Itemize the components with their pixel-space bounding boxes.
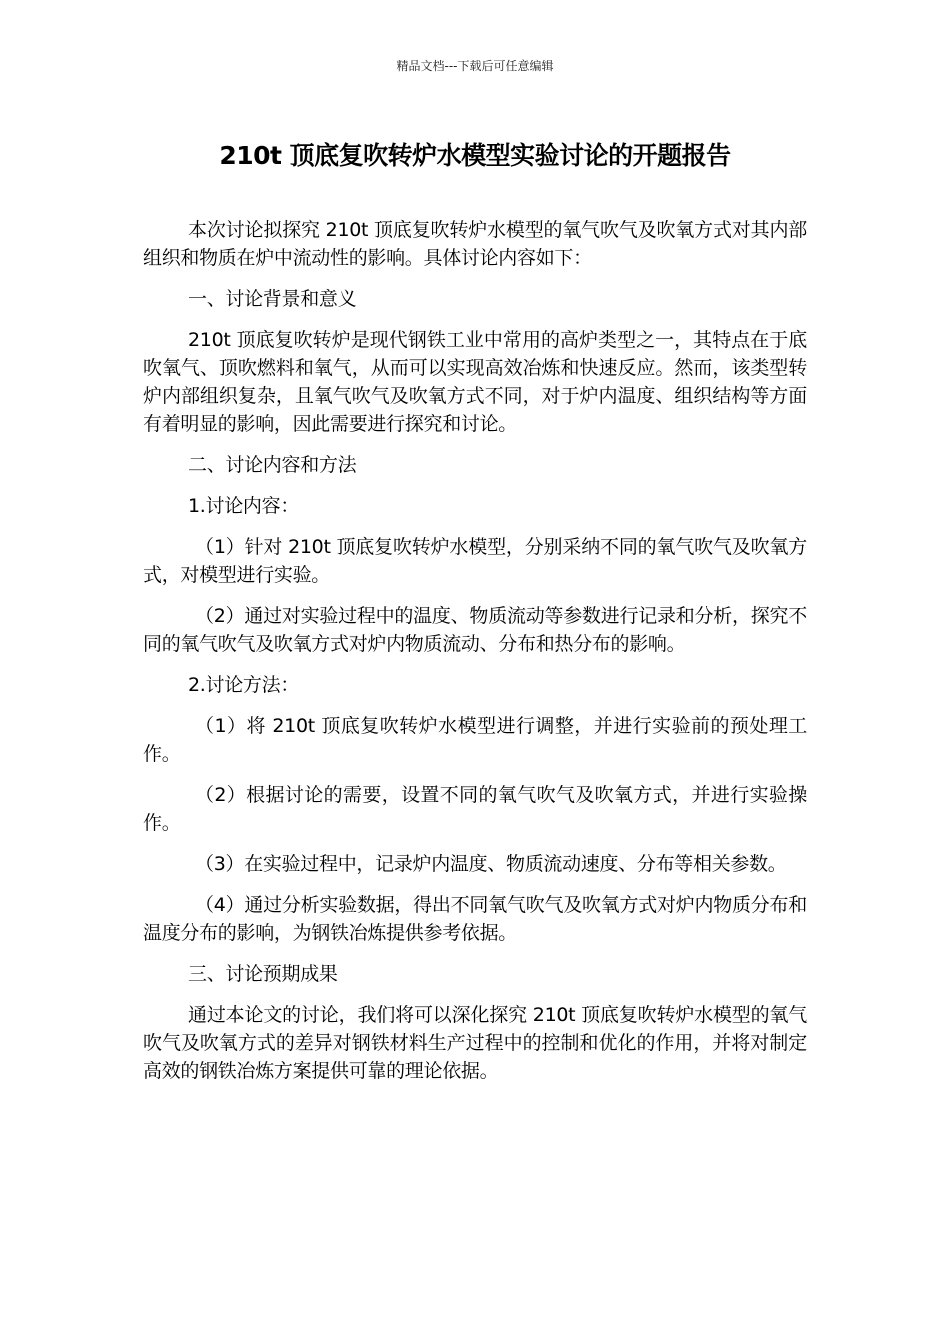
- section-heading-outcomes: 三、讨论预期成果: [188, 963, 338, 985]
- outcomes-paragraph: 通过本论文的讨论，我们将可以深化探究 210t 顶底复吹转炉水模型的氧气吹气及吹氧方式的差异对钢铁材料生产过程中的控制和优化的作用，并将对制定高效的钢铁冶炼方案提供可靠的理论依据。: [143, 1004, 807, 1082]
- header-note: 精品文档---下载后可任意编辑: [396, 59, 554, 73]
- document-body: [143, 216, 807, 1098]
- subheading-content: 1.讨论内容：: [188, 495, 300, 517]
- section-heading-content-method: 二、讨论内容和方法: [188, 454, 357, 476]
- document-title: 210t 顶底复吹转炉水模型实验讨论的开题报告: [219, 141, 731, 170]
- method-item-1: （1）将 210t 顶底复吹转炉水模型进行调整，并进行实验前的预处理工作。: [143, 715, 807, 765]
- method-item-4: （4）通过分析实验数据，得出不同氧气吹气及吹氧方式对炉内物质分布和温度分布的影响，为钢铁冶炼提供参考依据。: [143, 894, 807, 944]
- subheading-method: 2.讨论方法：: [188, 674, 300, 696]
- method-item-2: （2）根据讨论的需要，设置不同的氧气吹气及吹氧方式，并进行实验操作。: [143, 784, 807, 834]
- section-heading-background: 一、讨论背景和意义: [188, 288, 357, 310]
- content-item-1: （1）针对 210t 顶底复吹转炉水模型，分别采纳不同的氧气吹气及吹氧方式，对模型进行实验。: [143, 536, 807, 586]
- background-paragraph: 210t 顶底复吹转炉是现代钢铁工业中常用的高炉类型之一，其特点在于底吹氧气、顶吹燃料和氧气，从而可以实现高效冶炼和快速反应。然而，该类型转炉内部组织复杂，且氧气吹气及吹氧方式不同，对于炉内温度、组织结构等方面有着明显的影响，因此需要进行探究和讨论。: [143, 329, 807, 435]
- intro-paragraph: 本次讨论拟探究 210t 顶底复吹转炉水模型的氧气吹气及吹氧方式对其内部组织和物质在炉中流动性的影响。具体讨论内容如下：: [143, 219, 807, 269]
- content-item-2: （2）通过对实验过程中的温度、物质流动等参数进行记录和分析，探究不同的氧气吹气及吹氧方式对炉内物质流动、分布和热分布的影响。: [143, 605, 807, 655]
- method-item-3: （3）在实验过程中，记录炉内温度、物质流动速度、分布等相关参数。: [195, 853, 787, 875]
